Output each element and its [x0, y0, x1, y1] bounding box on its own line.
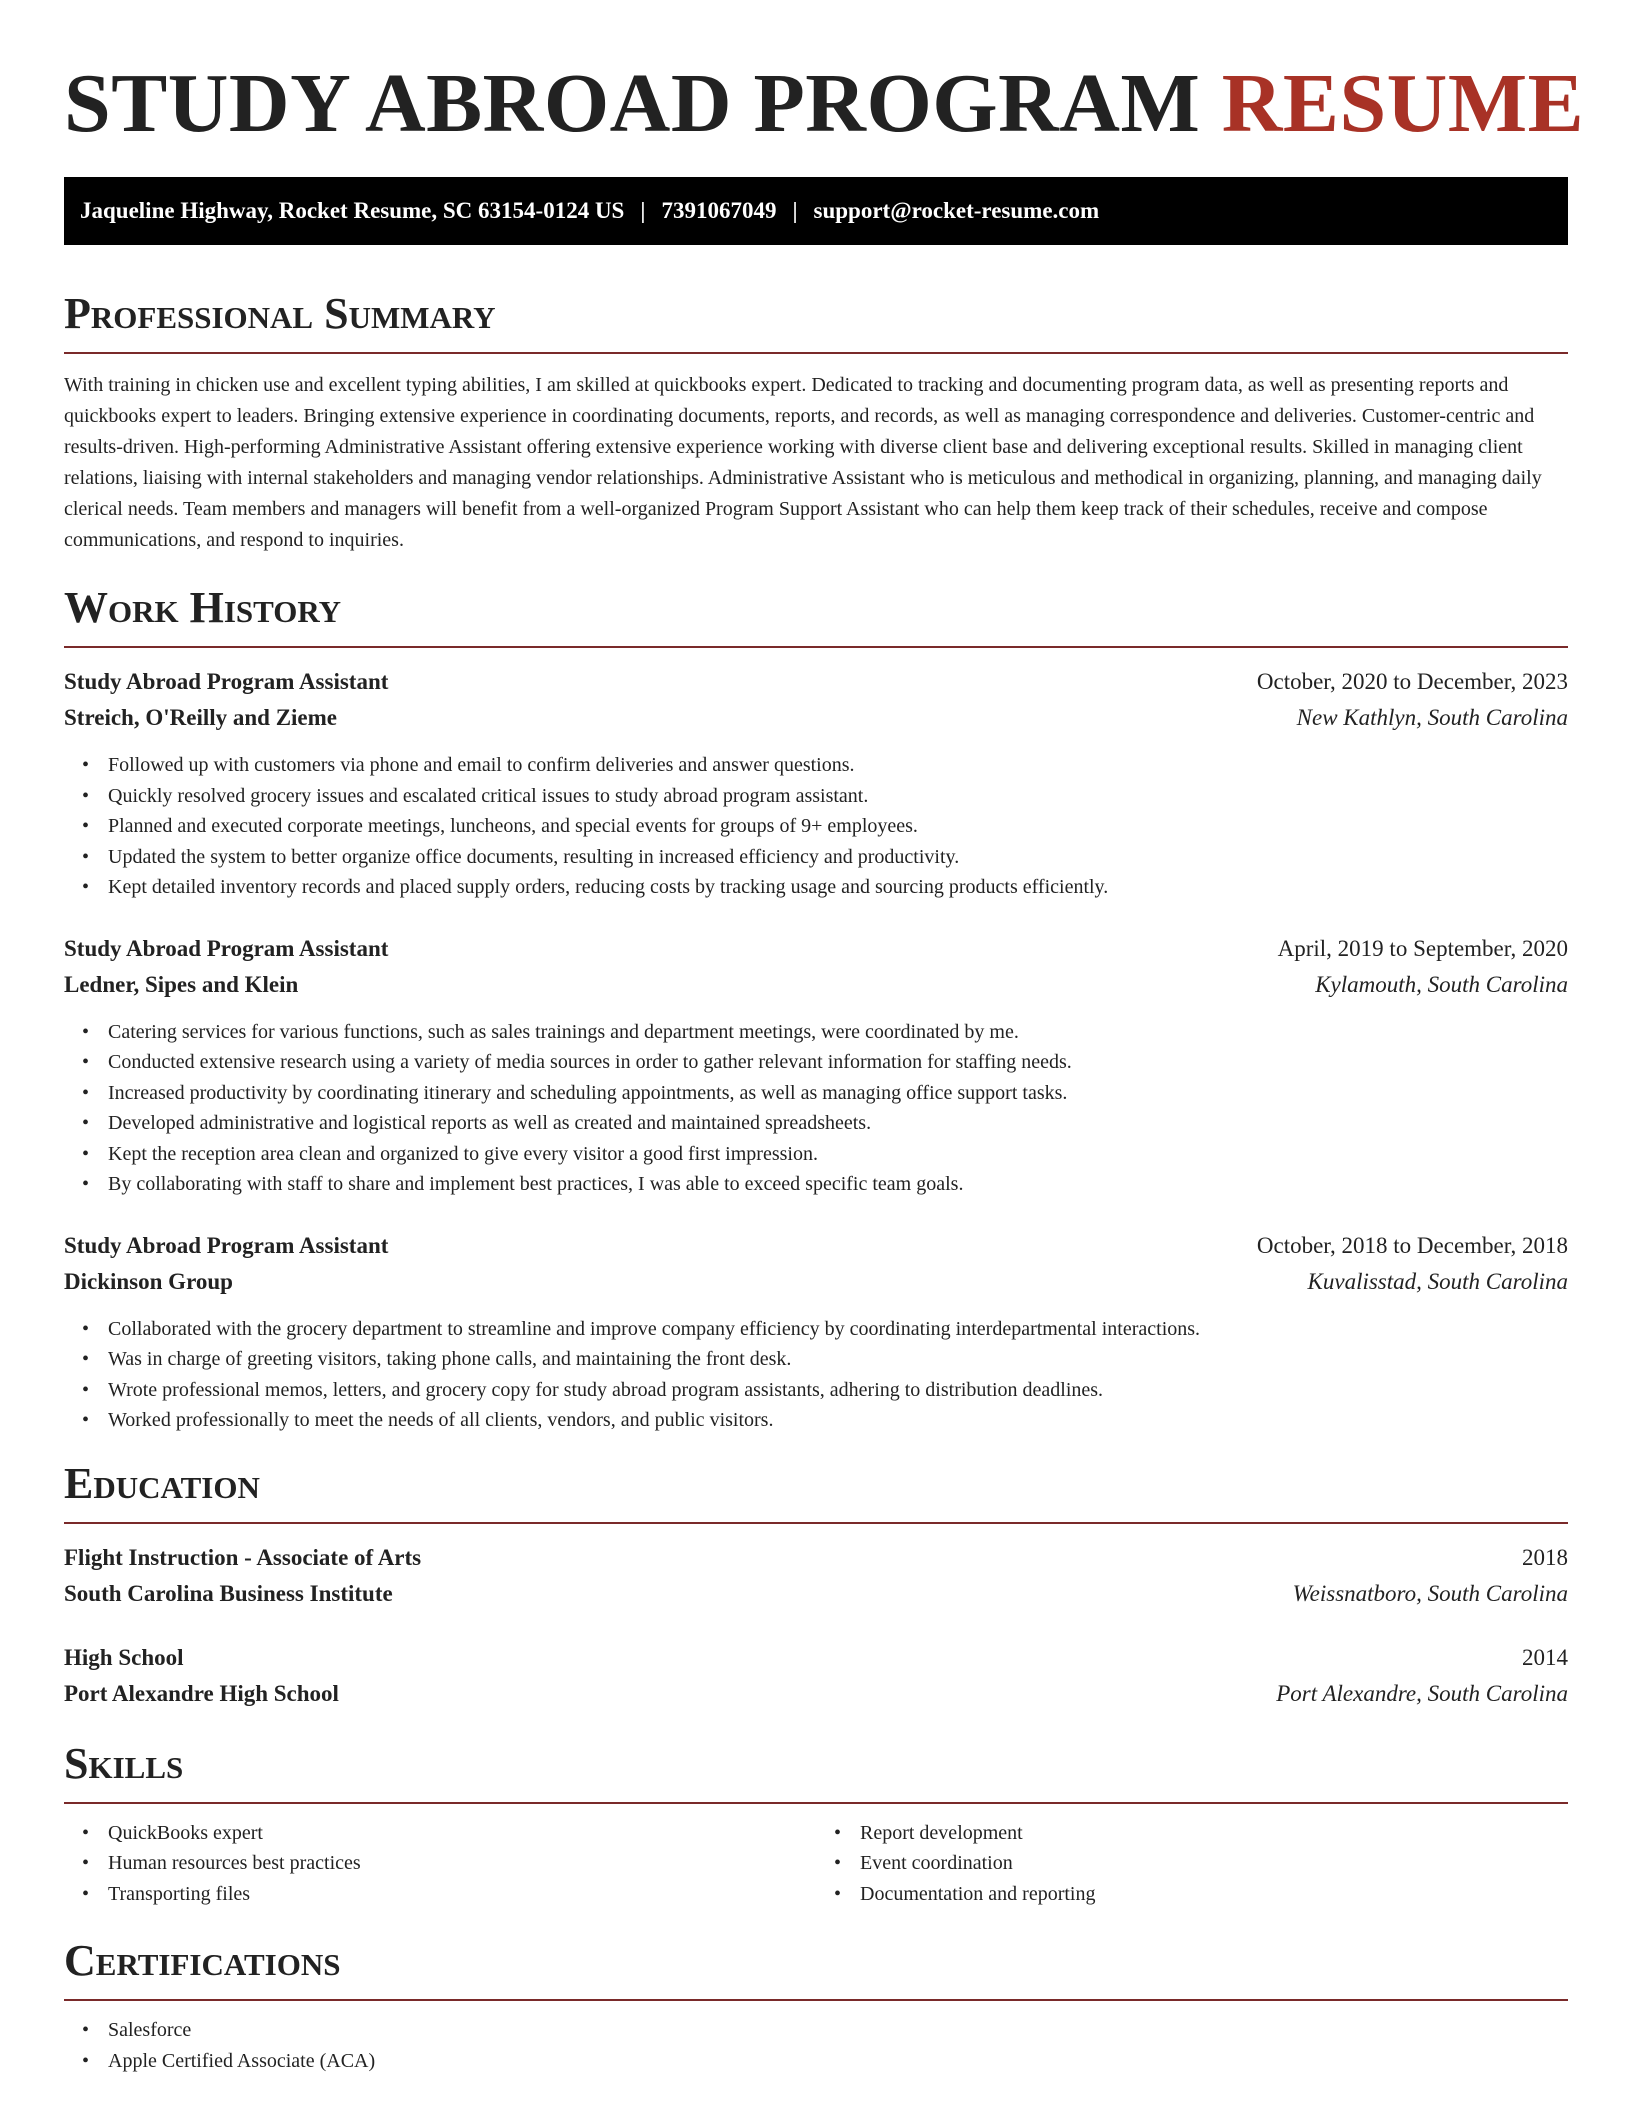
job-location: New Kathlyn, South Carolina — [1296, 705, 1568, 730]
skills-list-left — [64, 1818, 816, 1910]
skills-grid — [64, 1818, 1568, 1910]
skill-item: • Report development — [860, 1818, 1568, 1849]
section-heading-skills: Skills — [64, 1740, 1568, 1804]
education-location: Port Alexandre, South Carolina — [1276, 1680, 1568, 1706]
job-location: Kuvalisstad, South Carolina — [1307, 1268, 1568, 1294]
skill-item: • Documentation and reporting — [860, 1879, 1568, 1910]
job-bullet: • Followed up with customers via phone and email to confirm deliveries and answer questions. — [108, 750, 1568, 781]
job-bullet: • Kept detailed inventory records and placed supply orders, reducing costs by tracking usage and sourcing products efficiently. — [108, 872, 1568, 903]
job-bullet: • Worked professionally to meet the needs of all clients, vendors, and public visitors. — [108, 1405, 1568, 1436]
job-bullet: • Wrote professional memos, letters, and grocery copy for study abroad program assistants, adhering to distribution deadlines. — [108, 1375, 1568, 1406]
job-entry — [64, 931, 1568, 1200]
education-school: Port Alexandre High School — [64, 1680, 339, 1706]
job-bullets — [64, 1314, 1568, 1436]
job-bullet: • Quickly resolved grocery issues and escalated critical issues to study abroad program assistant. — [108, 781, 1568, 812]
job-dates: October, 2018 to December, 2018 — [1256, 1232, 1568, 1258]
job-bullet: • Planned and executed corporate meetings, luncheons, and special events for groups of 9+ employees. — [108, 811, 1568, 842]
contact-address: Jaqueline Highway, Rocket Resume, SC 63154-0124 US — [80, 198, 625, 223]
job-bullet: • Developed administrative and logistical reports as well as created and maintained spreadsheets. — [108, 1108, 1568, 1139]
skill-item: • Event coordination — [860, 1848, 1568, 1879]
education-entry — [64, 1540, 1568, 1612]
section-heading-summary: Professional Summary — [64, 290, 1568, 354]
job-entry — [64, 664, 1568, 903]
job-company: Streich, O'Reilly and Zieme — [64, 705, 338, 730]
job-bullet: • Collaborated with the grocery department to streamline and improve company efficiency by coordinating interdepartmental interactions. — [108, 1314, 1568, 1345]
job-bullet: • Was in charge of greeting visitors, taking phone calls, and maintaining the front desk. — [108, 1344, 1568, 1375]
job-company-row — [64, 700, 1568, 736]
job-title-row — [64, 931, 1568, 967]
job-bullets — [64, 750, 1568, 903]
job-bullet: • By collaborating with staff to share and implement best practices, I was able to exceed specific team goals. — [108, 1169, 1568, 1200]
job-title: Study Abroad Program Assistant — [64, 1232, 389, 1258]
job-title: Study Abroad Program Assistant — [64, 935, 389, 961]
job-company-row — [64, 1264, 1568, 1300]
contact-separator: | — [792, 198, 798, 223]
contact-bar — [64, 177, 1568, 245]
section-heading-certifications: Certifications — [64, 1937, 1568, 2001]
skill-item: • QuickBooks expert — [108, 1818, 816, 1849]
education-degree-row — [64, 1640, 1568, 1676]
job-company-row — [64, 967, 1568, 1003]
education-location: Weissnatboro, South Carolina — [1292, 1580, 1568, 1606]
job-entry — [64, 1228, 1568, 1436]
job-location: Kylamouth, South Carolina — [1315, 971, 1568, 997]
title-accent: RESUME — [1221, 57, 1585, 150]
education-school: South Carolina Business Institute — [64, 1580, 393, 1606]
job-bullets — [64, 1017, 1568, 1200]
job-bullet: • Kept the reception area clean and organized to give every visitor a good first impression. — [108, 1139, 1568, 1170]
job-bullet: • Increased productivity by coordinating itinerary and scheduling appointments, as well as managing office support tasks. — [108, 1078, 1568, 1109]
summary-text: With training in chicken use and excellent typing abilities, I am skilled at quickbooks expert. Dedicated to tracking and documenting program data, as well as presenting reports and quickbooks expert to leaders. Bringing extensive experience in coordinating documents, reports, and records, as well as managing correspondence and deliveries. Customer-centric and results-driven. High-performing Administrative Assistant offering extensive experience working with diverse client base and delivering exceptional results. Skilled in managing client relations, liaising with internal stakeholders and managing vendor relationships. Administrative Assistant who is meticulous and methodical in organizing, planning, and managing daily clerical needs. Team members and managers will benefit from a well-organized Program Support Assistant who can help them keep track of their schedules, receive and compose communications, and respond to inquiries. — [64, 374, 1542, 551]
education-degree: High School — [64, 1644, 184, 1670]
job-company: Ledner, Sipes and Klein — [64, 971, 299, 997]
job-bullet: • Conducted extensive research using a variety of media sources in order to gather relevant information for staffing needs. — [108, 1047, 1568, 1078]
job-dates: October, 2020 to December, 2023 — [1256, 669, 1568, 694]
certification-item: • Salesforce — [108, 2015, 1568, 2046]
certification-item: • Apple Certified Associate (ACA) — [108, 2046, 1568, 2077]
resume-title — [64, 56, 1585, 152]
education-degree: Flight Instruction - Associate of Arts — [64, 1544, 422, 1570]
job-title-row — [64, 664, 1568, 700]
skill-item: • Transporting files — [108, 1879, 816, 1910]
job-bullet: • Updated the system to better organize office documents, resulting in increased efficiency and productivity. — [108, 842, 1568, 873]
resume-content — [64, 0, 1585, 2076]
certifications-list — [64, 2015, 1568, 2076]
job-dates: April, 2019 to September, 2020 — [1277, 935, 1568, 961]
contact-separator: | — [640, 198, 646, 223]
education-school-row — [64, 1676, 1568, 1712]
education-year: 2018 — [1522, 1544, 1568, 1570]
section-heading-education: Education — [64, 1460, 1568, 1524]
job-title: Study Abroad Program Assistant — [64, 669, 389, 694]
skill-item: • Human resources best practices — [108, 1848, 816, 1879]
education-year: 2014 — [1522, 1644, 1568, 1670]
job-bullet: • Catering services for various functions, such as sales trainings and department meetings, were coordinated by me. — [108, 1017, 1568, 1048]
job-title-row — [64, 1228, 1568, 1264]
job-company: Dickinson Group — [64, 1268, 233, 1294]
education-degree-row — [64, 1540, 1568, 1576]
education-school-row — [64, 1576, 1568, 1612]
skills-list-right — [816, 1818, 1568, 1910]
contact-email: support@rocket-resume.com — [813, 198, 1100, 223]
contact-phone: 7391067049 — [661, 198, 777, 223]
title-main: STUDY ABROAD PROGRAM — [64, 57, 1201, 150]
section-heading-work: Work History — [64, 584, 1568, 648]
education-entry — [64, 1640, 1568, 1712]
